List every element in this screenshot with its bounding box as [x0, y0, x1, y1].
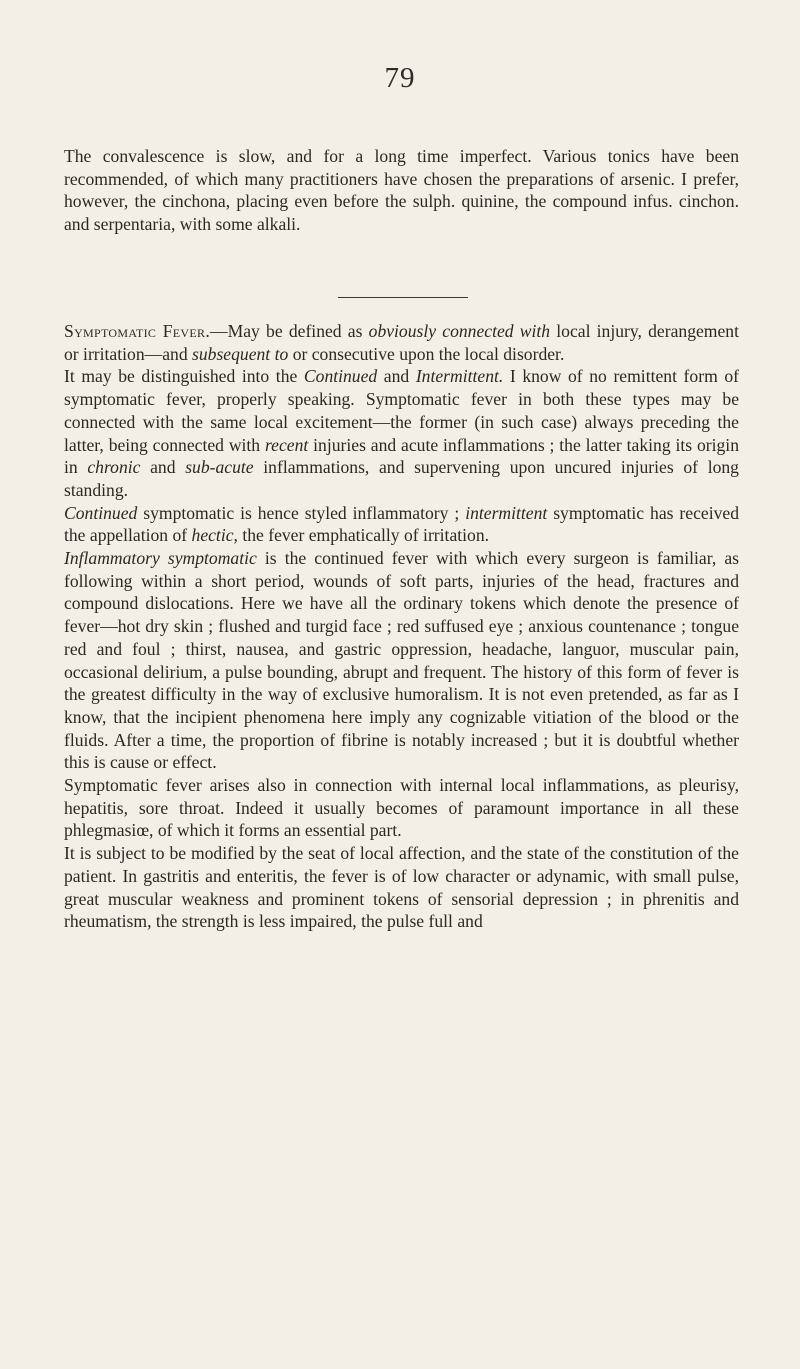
paragraph-continued	[64, 502, 739, 547]
page-number: 79	[384, 62, 416, 94]
italic-run: chronic	[87, 457, 141, 478]
paragraph-convalescence: The convalescence is slow, and for a long time imperfect. Various tonics have been recommended, of which many practitioners have chosen the preparations of arsenic. I prefer, however, the cinchona, placing even before the sulph. quinine, the compound infus. cinchon. and serpentaria, with some alkali.	[64, 146, 739, 235]
text-run: the fever emphatically of irritation.	[237, 525, 490, 546]
italic-run: intermittent	[465, 502, 548, 523]
text-run: local injury, derangement or irritation—and	[64, 321, 739, 364]
text-run: is the continued fever with which every surgeon is familiar, as following within a short period, wounds of soft parts, injuries of the head, fractures and compound dislocations. Here we have all the ordinary tokens which denote the presence of fever—hot dry skin ; flushed and turgid face ; red suffused eye ; anxious countenance ; tongue red and foul ; thirst, nausea, and gastric oppression, headache, languor, muscular pain, occasional delirium, a pulse bounding, abrupt and frequent. The history of this form of fever is the greatest difficulty in the way of exclusive humoralism. It is not even pretended, as far as I know, that the incipient phenomena here imply any cognizable vitiation of the blood or the fluids. After a time, the proportion of fibrine is notably increased ; but it is doubtful whether this is cause or effect.	[64, 548, 739, 773]
text-run: injuries and acute inflammations ; the latter taking its origin in	[64, 434, 739, 478]
section-divider	[338, 297, 468, 298]
paragraph-modified: It is subject to be modified by the seat of local affection, and the state of the constitution of the patient. In gastritis and enteritis, the fever is of low character or adynamic, with small pulse, great muscular weakness and prominent tokens of sensorial depression ; in phrenitis and rheumatism, the strength is less impaired, the pulse full and	[64, 843, 739, 932]
paragraph-definition	[64, 320, 739, 365]
italic-run: sub-acute	[185, 457, 254, 478]
text-run: symptomatic has received the appellation of	[64, 502, 740, 546]
text-run: symptomatic is hence styled inflammatory ;	[137, 502, 466, 523]
text-run: or consecutive upon the local disorder.	[288, 343, 565, 364]
italic-run: Intermittent.	[415, 366, 504, 387]
text-run: inflammations, and supervening upon uncured injuries of long standing.	[64, 457, 739, 500]
paragraph-internal: Symptomatic fever arises also in connection with internal local inflammations, as pleurisy, hepatitis, sore throat. Indeed it usually becomes of paramount importance in all these phlegmasiœ, of which it forms an essential part.	[64, 775, 739, 841]
italic-run: obviously connected with	[368, 321, 551, 341]
opening-paragraph	[64, 145, 739, 236]
section-heading: Symptomatic Fever.	[64, 321, 211, 341]
italic-run: Inflammatory symptomatic	[64, 548, 257, 569]
italic-run: subsequent to	[192, 343, 289, 364]
italic-run: Continued	[303, 366, 378, 387]
text-run: —May be defined as	[210, 321, 369, 341]
text-run: and	[377, 366, 416, 387]
symptomatic-fever-section	[64, 320, 739, 933]
italic-run: hectic,	[191, 525, 238, 546]
italic-run: recent	[264, 434, 309, 455]
text-run: It may be distinguished into the	[64, 366, 304, 387]
text-run: and	[140, 457, 186, 478]
text-run: I know of no remittent form of symptomatic fever, properly speaking. Symptomatic fever in both these types may be connected with the same local excitement—the former (in such case) always preceding the latter, being connected with	[64, 366, 739, 455]
paragraph-types	[64, 365, 739, 501]
italic-run: Continued	[64, 502, 138, 523]
paragraph-inflammatory	[64, 547, 739, 774]
